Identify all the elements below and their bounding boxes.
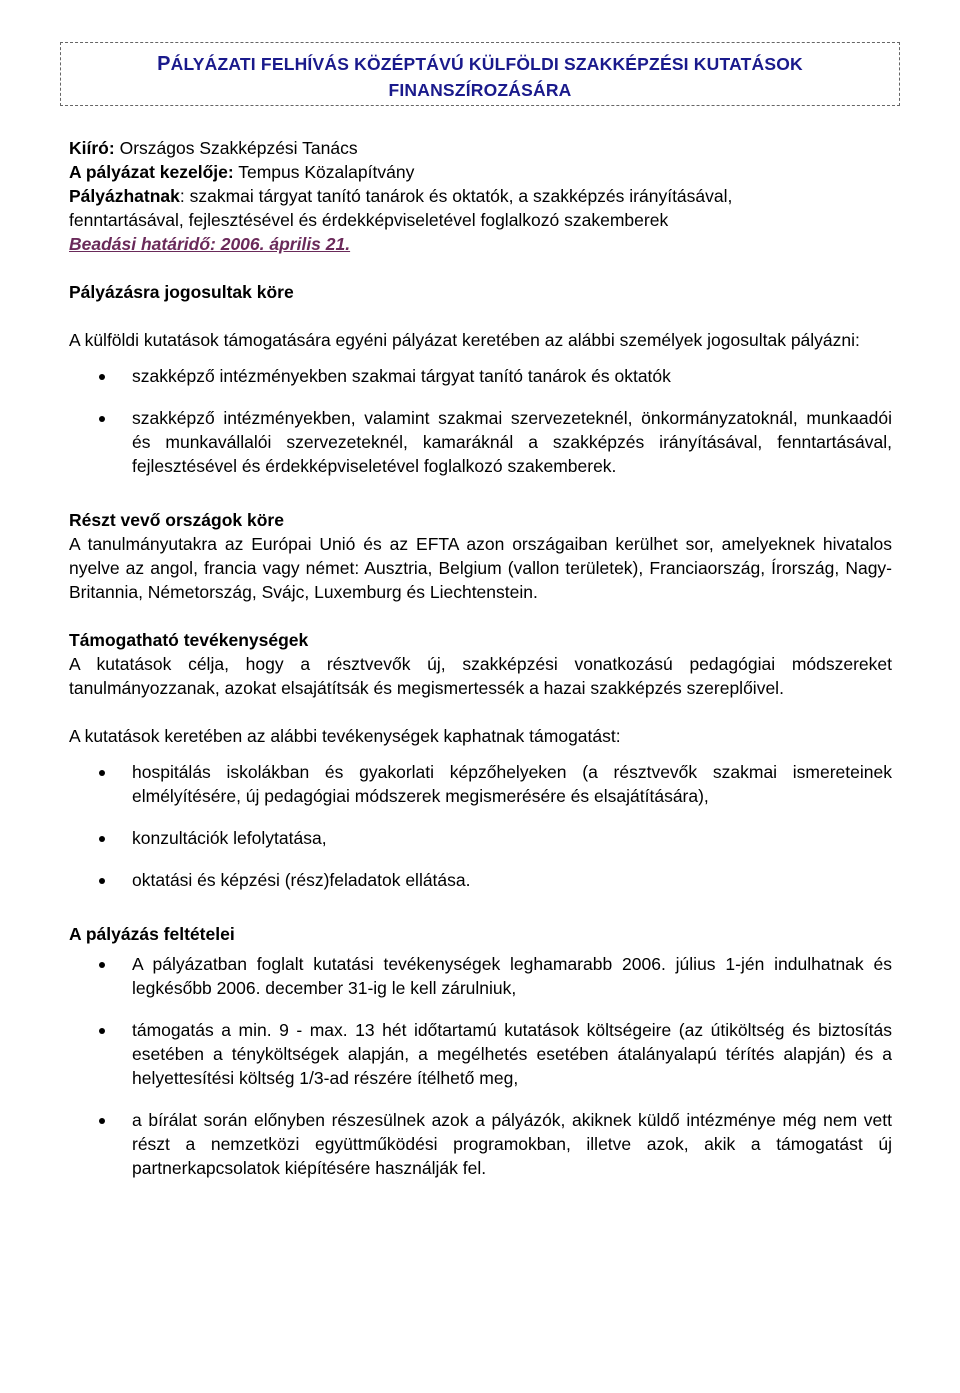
title-line-2: FINANSZÍROZÁSÁRA <box>388 80 572 100</box>
list-item: konzultációk lefolytatása, <box>69 826 892 850</box>
bullet-icon <box>99 770 105 776</box>
list-item: támogatás a min. 9 - max. 13 hét időtartamú kutatások költségeire (az útiköltség és biztosítás esetében a tényköltségek alapján, a megélhetés esetében átalányalapú térítés alapján) és a helyettesítési költség 1/3-ad részére ítélhető meg, <box>69 1018 892 1090</box>
bullet-icon <box>99 1118 105 1124</box>
conditions-heading: A pályázás feltételei <box>69 924 235 944</box>
conditions-list <box>69 952 892 1180</box>
countries-text: A tanulmányutakra az Európai Unió és az EFTA azon országaiban kerülhet sor, amelyeknek hivatalos nyelve az angol, francia vagy német: Ausztria, Belgium (vallon területek), Franciaország, Írország, Nagy-Britannia, Németország, Svájc, Luxemburg és Liechtenstein. <box>69 534 892 602</box>
list-item: szakképző intézményekben szakmai tárgyat tanító tanárok és oktatók <box>69 364 892 388</box>
bullet-icon <box>99 1028 105 1034</box>
countries-heading: Részt vevő országok köre <box>69 510 284 530</box>
bullet-icon <box>99 878 105 884</box>
issuer-line: Kiíró: Országos Szakképzési Tanács <box>69 138 358 158</box>
title-box <box>60 42 900 106</box>
bullet-icon <box>99 962 105 968</box>
list-item: a bírálat során előnyben részesülnek azok a pályázók, akiknek küldő intézménye még nem vett részt a nemzetközi együttműködési programokban, illetve azok, akik a támogatást új partnerkapcsolatok kiépítésére használják fel. <box>69 1108 892 1180</box>
eligible-intro: A külföldi kutatások támogatására egyéni pályázat keretében az alábbi személyek jogosultak pályázni: <box>69 330 860 350</box>
activities-intro: A kutatások keretében az alábbi tevékenységek kaphatnak támogatást: <box>69 726 621 746</box>
applicants-line: Pályázhatnak: szakmai tárgyat tanító tanárok és oktatók, a szakképzés irányításával, <box>69 186 733 206</box>
bullet-icon <box>99 374 105 380</box>
list-item: A pályázatban foglalt kutatási tevékenységek leghamarabb 2006. július 1-jén indulhatnak és legkésőbb 2006. december 31-ig le kell zárulniuk, <box>69 952 892 1000</box>
document-body <box>69 136 892 1180</box>
eligible-list <box>69 364 892 478</box>
activities-list <box>69 760 892 892</box>
list-item: szakképző intézményekben, valamint szakmai szervezeteknél, önkormányzatoknál, munkaadói és munkavállalói szervezeteknél, kamaráknál a szakképzés irányításával, fenntartásával, fejlesztésével és érdekképviseletével foglalkozó szakemberek. <box>69 406 892 478</box>
list-item: hospitálás iskolákban és gyakorlati képzőhelyeken (a résztvevők szakmai ismereteinek elmélyítésére, új pedagógiai módszerek megismerésére és elsajátítására), <box>69 760 892 808</box>
bullet-icon <box>99 836 105 842</box>
title-line-1: PÁLYÁZATI FELHÍVÁS KÖZÉPTÁVÚ KÜLFÖLDI SZAKKÉPZÉSI KUTATÁSOK <box>157 53 803 75</box>
activities-text: A kutatások célja, hogy a résztvevők új, szakképzési vonatkozású pedagógiai módszereket tanulmányozzanak, azokat elsajátítsák és megismertessék a hazai szakképzés szereplőivel. <box>69 654 892 698</box>
activities-heading: Támogatható tevékenységek <box>69 630 309 650</box>
list-item: oktatási és képzési (rész)feladatok ellátása. <box>69 868 892 892</box>
applicants-line-2: fenntartásával, fejlesztésével és érdekképviseletével foglalkozó szakemberek <box>69 210 669 230</box>
manager-line: A pályázat kezelője: Tempus Közalapítvány <box>69 162 415 182</box>
deadline: Beadási határidő: 2006. április 21. <box>69 234 351 254</box>
eligible-heading: Pályázásra jogosultak köre <box>69 282 294 302</box>
bullet-icon <box>99 416 105 422</box>
